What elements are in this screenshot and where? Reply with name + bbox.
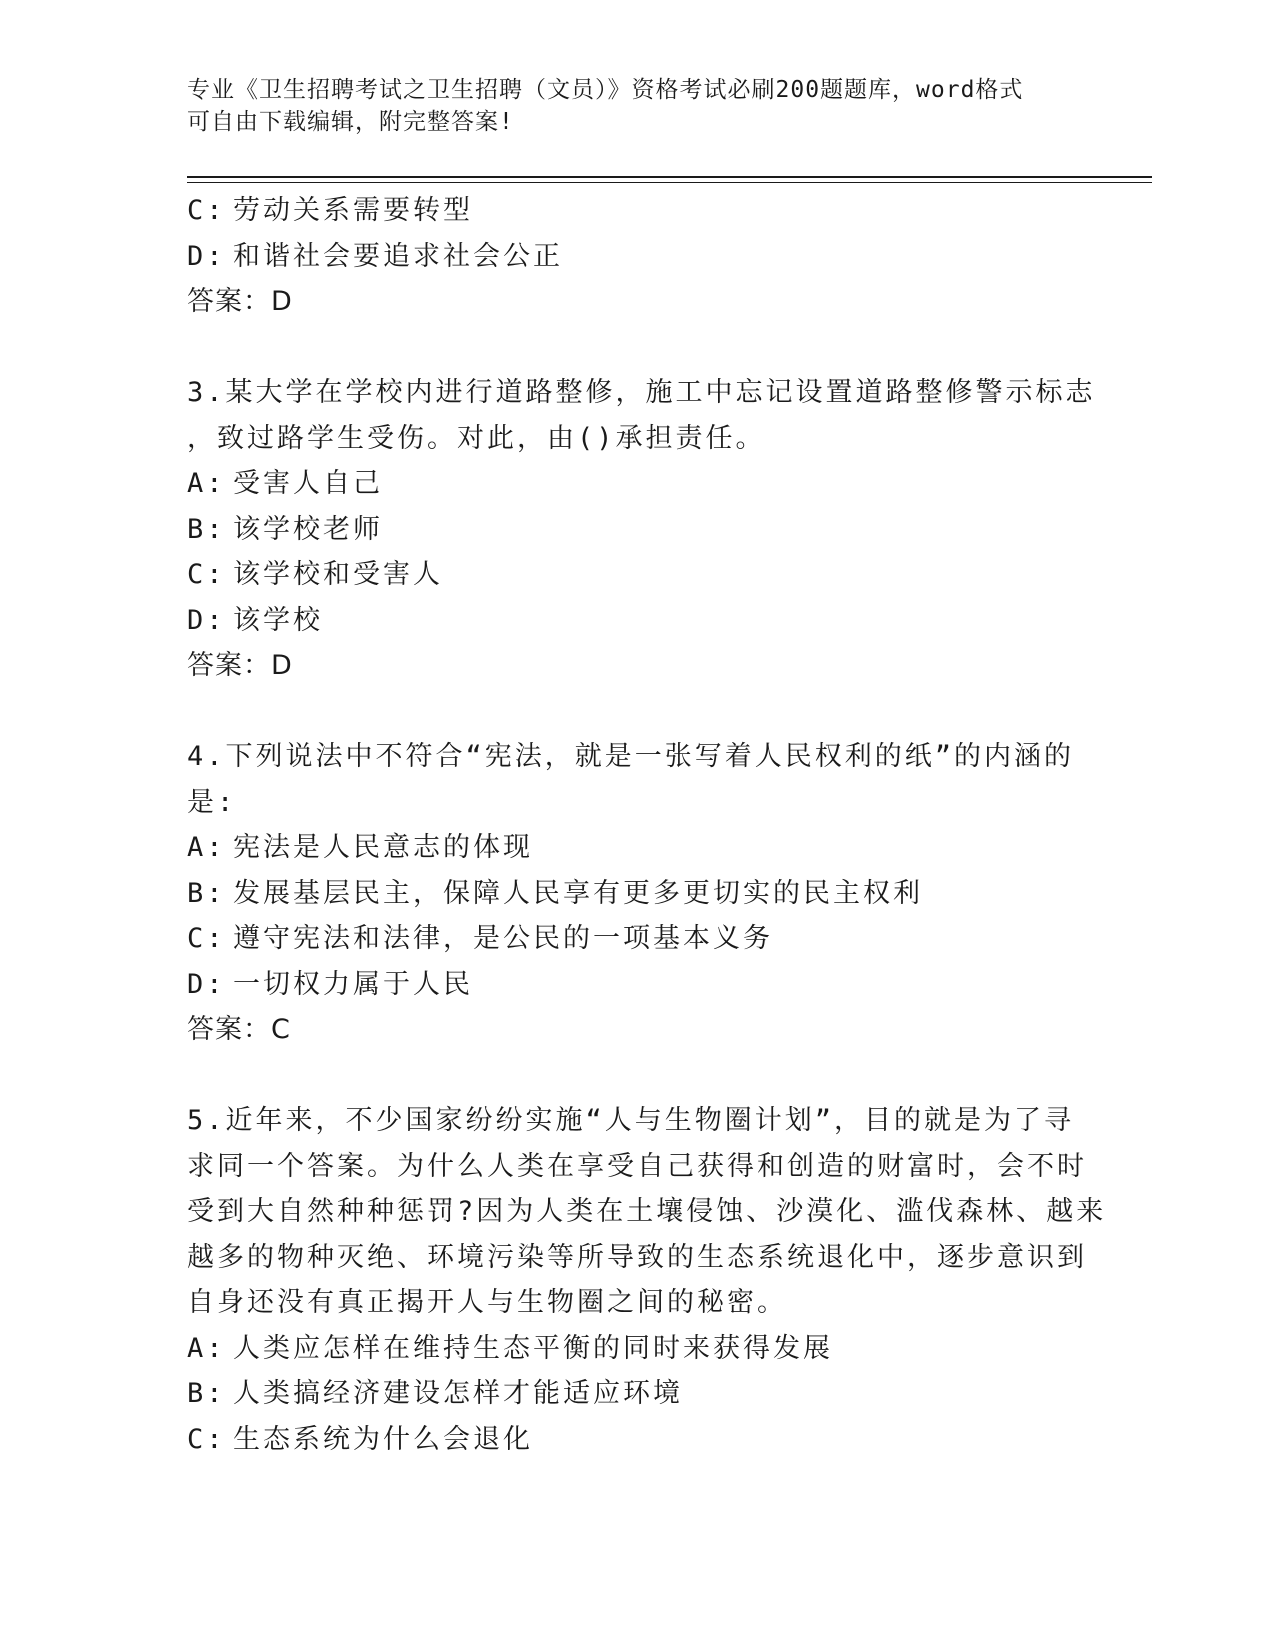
option-b — [187, 1371, 1087, 1417]
spacer — [187, 689, 1087, 735]
option-c — [187, 1417, 1087, 1463]
option-d — [187, 234, 1087, 280]
answer-line: 答案：D — [187, 286, 293, 317]
question-3 — [187, 370, 1096, 689]
option-a — [187, 825, 1087, 871]
option-c — [187, 552, 1087, 598]
header-rule-thin — [187, 182, 1152, 183]
option-text: 受害人自己 — [233, 468, 383, 499]
option-key: B: — [187, 1378, 226, 1409]
question-2-tail — [187, 188, 1087, 325]
option-key: A: — [187, 468, 226, 499]
option-text: 一切权力属于人民 — [233, 968, 473, 1000]
option-text: 人类应怎样在维持生态平衡的同时来获得发展 — [233, 1332, 833, 1364]
option-key: B: — [187, 513, 226, 545]
option-key: A: — [187, 832, 226, 863]
question-4 — [187, 734, 1087, 1053]
option-text: 宪法是人民意志的体现 — [233, 832, 533, 863]
option-key: C: — [187, 1423, 226, 1455]
option-text: 该学校老师 — [233, 513, 383, 545]
option-text: 劳动关系需要转型 — [233, 195, 473, 226]
question-5 — [187, 1098, 1107, 1462]
spacer — [187, 325, 1087, 371]
option-key: C: — [187, 195, 226, 226]
option-text: 遵守宪法和法律，是公民的一项基本义务 — [233, 923, 773, 954]
option-key: B: — [187, 877, 226, 909]
question-stem-line: 4.下列说法中不符合“宪法，就是一张写着人民权利的纸”的内涵的 — [187, 741, 1075, 772]
question-stem-line: 越多的物种灭绝、环境污染等所导致的生态系统退化中，逐步意识到 — [187, 1241, 1087, 1273]
option-key: C: — [187, 559, 226, 590]
option-key: D: — [187, 240, 226, 272]
option-text: 该学校和受害人 — [233, 559, 443, 590]
question-stem-line: 求同一个答案。为什么人类在享受自己获得和创造的财富时，会不时 — [187, 1150, 1087, 1182]
option-text: 该学校 — [233, 604, 323, 636]
option-a — [187, 461, 1087, 507]
option-key: C: — [187, 923, 226, 954]
option-key: D: — [187, 968, 226, 1000]
option-key: A: — [187, 1332, 226, 1364]
option-b — [187, 507, 1087, 553]
option-key: D: — [187, 604, 226, 636]
answer-line: 答案：D — [187, 650, 293, 681]
question-stem-line: 受到大自然种种惩罚?因为人类在土壤侵蚀、沙漠化、滥伐森林、越来 — [187, 1196, 1107, 1227]
option-text: 发展基层民主，保障人民享有更多更切实的民主权利 — [233, 877, 923, 909]
question-stem-line: 3.某大学在学校内进行道路整修，施工中忘记设置道路整修警示标志 — [187, 377, 1096, 408]
option-text: 和谐社会要追求社会公正 — [233, 240, 563, 272]
option-d — [187, 962, 1087, 1008]
header-title-line-1: 专业《卫生招聘考试之卫生招聘（文员）》资格考试必刷200题题库，word格式 — [187, 77, 1024, 103]
question-stem-line: ，致过路学生受伤。对此，由()承担责任。 — [187, 422, 766, 454]
question-stem-line: 5.近年来，不少国家纷纷实施“人与生物圈计划”，目的就是为了寻 — [187, 1105, 1075, 1136]
option-c — [187, 188, 1087, 234]
spacer — [187, 1053, 1087, 1099]
option-text: 生态系统为什么会退化 — [233, 1423, 533, 1455]
option-d — [187, 598, 1087, 644]
option-c — [187, 916, 1087, 962]
option-a — [187, 1326, 1087, 1372]
document-header — [187, 74, 1067, 138]
header-rule-thick — [187, 176, 1152, 178]
header-title-line-2: 可自由下载编辑，附完整答案! — [187, 109, 514, 135]
document-body — [187, 188, 1107, 1462]
question-stem-line: 自身还没有真正揭开人与生物圈之间的秘密。 — [187, 1287, 787, 1318]
option-b — [187, 871, 1087, 917]
option-text: 人类搞经济建设怎样才能适应环境 — [233, 1378, 683, 1409]
answer-line: 答案：C — [187, 1014, 291, 1045]
question-stem-line: 是: — [187, 786, 237, 818]
